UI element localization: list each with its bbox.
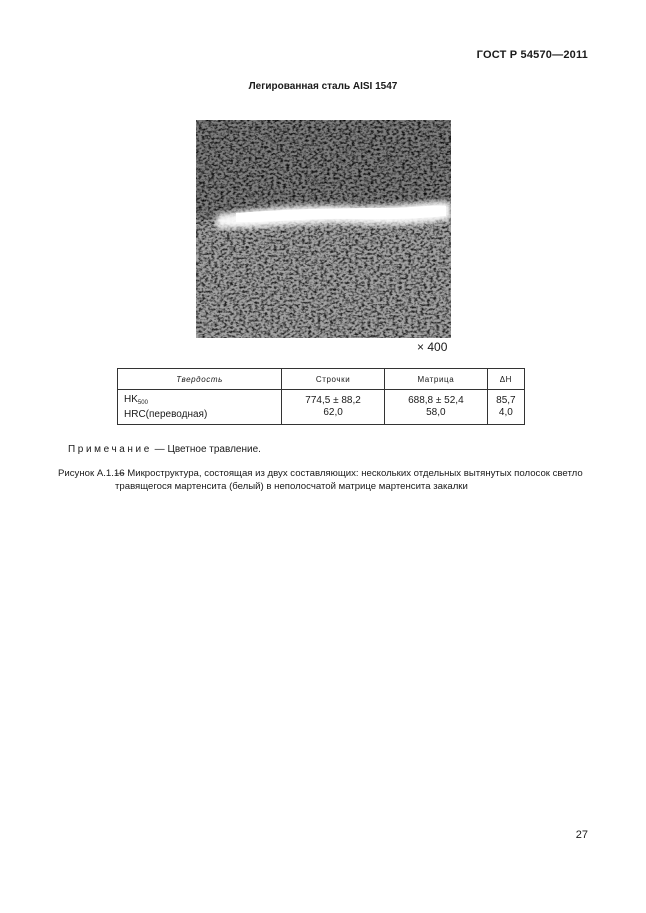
caption-label: Рисунок А.1.16	[58, 468, 125, 479]
cell-hardness-label: $HK_{500}$ HRC(переводная)	[118, 390, 282, 425]
hardness-table	[117, 368, 525, 425]
header-matrix: Матрица	[384, 369, 487, 390]
cell-matrix: 688,8 ± 52,4 58,0	[384, 390, 487, 425]
header-stringers: Строчки	[282, 369, 385, 390]
cell-delta-h: 85,7 4,0	[487, 390, 524, 425]
note-text: — Цветное травление.	[151, 444, 261, 455]
note	[68, 444, 261, 455]
table-row	[118, 390, 525, 425]
cell-stringers: 774,5 ± 88,2 62,0	[282, 390, 385, 425]
figure-caption	[58, 467, 598, 493]
header-delta-h: ΔH	[487, 369, 524, 390]
caption-text: — Микроструктура, состоящая из двух составляющих: нескольких отдельных вытянутых полосок светло травящегося мартенсита (белый) в неполосчатой матрице мартенсита закалки	[115, 468, 583, 492]
micrograph-image	[196, 120, 451, 338]
standard-code: ГОСТ Р 54570—2011	[476, 49, 588, 61]
magnification-label: × 400	[417, 340, 448, 354]
table-header-row	[118, 369, 525, 390]
page-number: 27	[575, 829, 588, 841]
header-hardness: Твердость	[118, 369, 282, 390]
figure-title: Легированная сталь AISI 1547	[248, 81, 398, 92]
note-prefix: Примечание	[68, 444, 152, 455]
